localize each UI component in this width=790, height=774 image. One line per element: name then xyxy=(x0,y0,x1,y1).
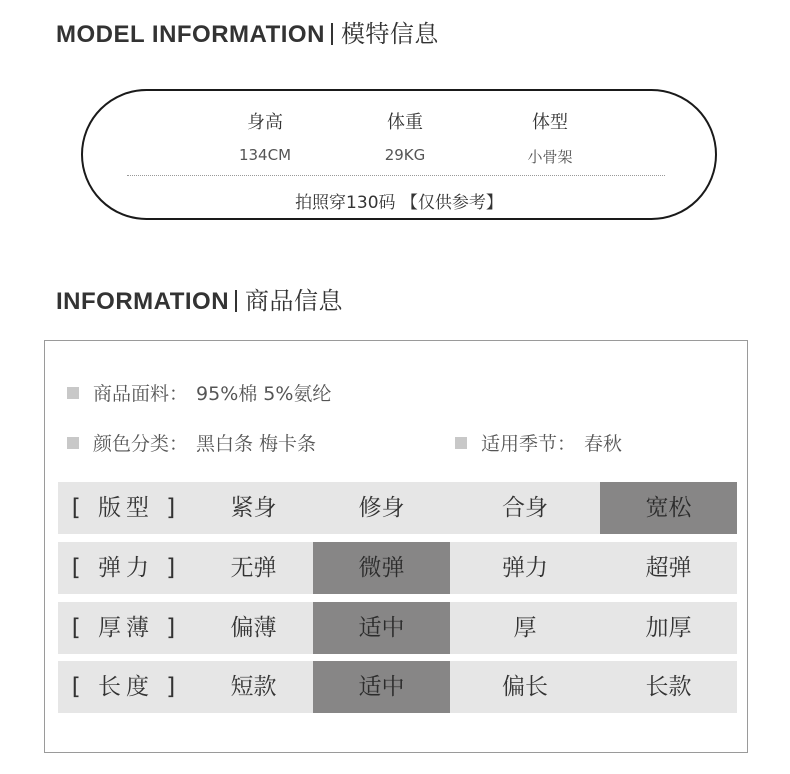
attribute-row-thickness xyxy=(58,602,737,654)
color-label: 颜色分类： xyxy=(93,433,189,455)
product-info-heading xyxy=(56,281,343,316)
fabric-value: 95%棉 5%氨纶 xyxy=(196,383,332,405)
attribute-option-selected: 适中 xyxy=(313,602,450,654)
stat-label: 身高 xyxy=(247,112,283,133)
bullet-square-icon xyxy=(67,387,79,399)
attribute-row-elasticity xyxy=(58,542,737,594)
model-info-heading xyxy=(56,14,439,49)
dotted-divider xyxy=(127,175,665,176)
season-value: 春秋 xyxy=(584,433,623,455)
attribute-option-selected: 微弹 xyxy=(313,542,450,594)
season-info xyxy=(455,429,622,456)
stat-value: 134CM xyxy=(238,146,292,164)
stat-label: 体重 xyxy=(387,112,423,133)
stat-label: 体型 xyxy=(532,112,568,133)
attribute-row-fit xyxy=(58,482,737,534)
bullet-square-icon xyxy=(67,437,79,449)
attribute-option: 偏长 xyxy=(502,674,548,700)
attribute-option: 无弹 xyxy=(230,555,277,581)
model-stat-body-type xyxy=(490,108,610,167)
heading-divider xyxy=(331,23,333,45)
size-worn-note: 拍照穿130码 【仅供参考】 xyxy=(295,193,503,213)
stat-value: 小骨架 xyxy=(527,148,573,166)
attribute-label: [ 弹力 ] xyxy=(71,555,181,581)
product-info-title-cn: 商品信息 xyxy=(245,287,344,315)
attribute-option: 超弹 xyxy=(645,555,692,581)
attribute-option: 长款 xyxy=(645,674,692,700)
product-info-box xyxy=(44,340,748,753)
attribute-option: 加厚 xyxy=(645,615,692,641)
stat-value: 29KG xyxy=(384,146,426,164)
heading-divider xyxy=(235,290,237,312)
attribute-option-selected: 宽松 xyxy=(600,482,737,534)
model-stat-weight xyxy=(345,108,465,164)
model-stat-height xyxy=(205,108,325,164)
attribute-option: 合身 xyxy=(502,495,548,521)
attribute-option: 修身 xyxy=(358,495,405,521)
color-info xyxy=(67,429,316,456)
attribute-label: [ 版型 ] xyxy=(71,495,181,521)
attribute-option: 弹力 xyxy=(502,555,548,581)
product-info-title-en: INFORMATION xyxy=(56,288,230,315)
attribute-label: [ 长度 ] xyxy=(71,674,181,700)
model-info-title-en: MODEL INFORMATION xyxy=(56,21,325,48)
fabric-info xyxy=(67,379,331,406)
model-info-title-cn: 模特信息 xyxy=(340,20,439,48)
attribute-row-length xyxy=(58,661,737,713)
model-stats-panel xyxy=(81,89,717,220)
attribute-option: 紧身 xyxy=(230,495,277,521)
season-label: 适用季节： xyxy=(481,433,577,455)
attribute-option: 短款 xyxy=(230,674,277,700)
fabric-label: 商品面料： xyxy=(93,383,189,405)
attribute-option: 厚 xyxy=(513,615,537,641)
attribute-option: 偏薄 xyxy=(230,615,277,641)
bullet-square-icon xyxy=(455,437,467,449)
attribute-label: [ 厚薄 ] xyxy=(71,615,181,641)
color-value: 黑白条 梅卡条 xyxy=(196,433,317,455)
attribute-option-selected: 适中 xyxy=(313,661,450,713)
